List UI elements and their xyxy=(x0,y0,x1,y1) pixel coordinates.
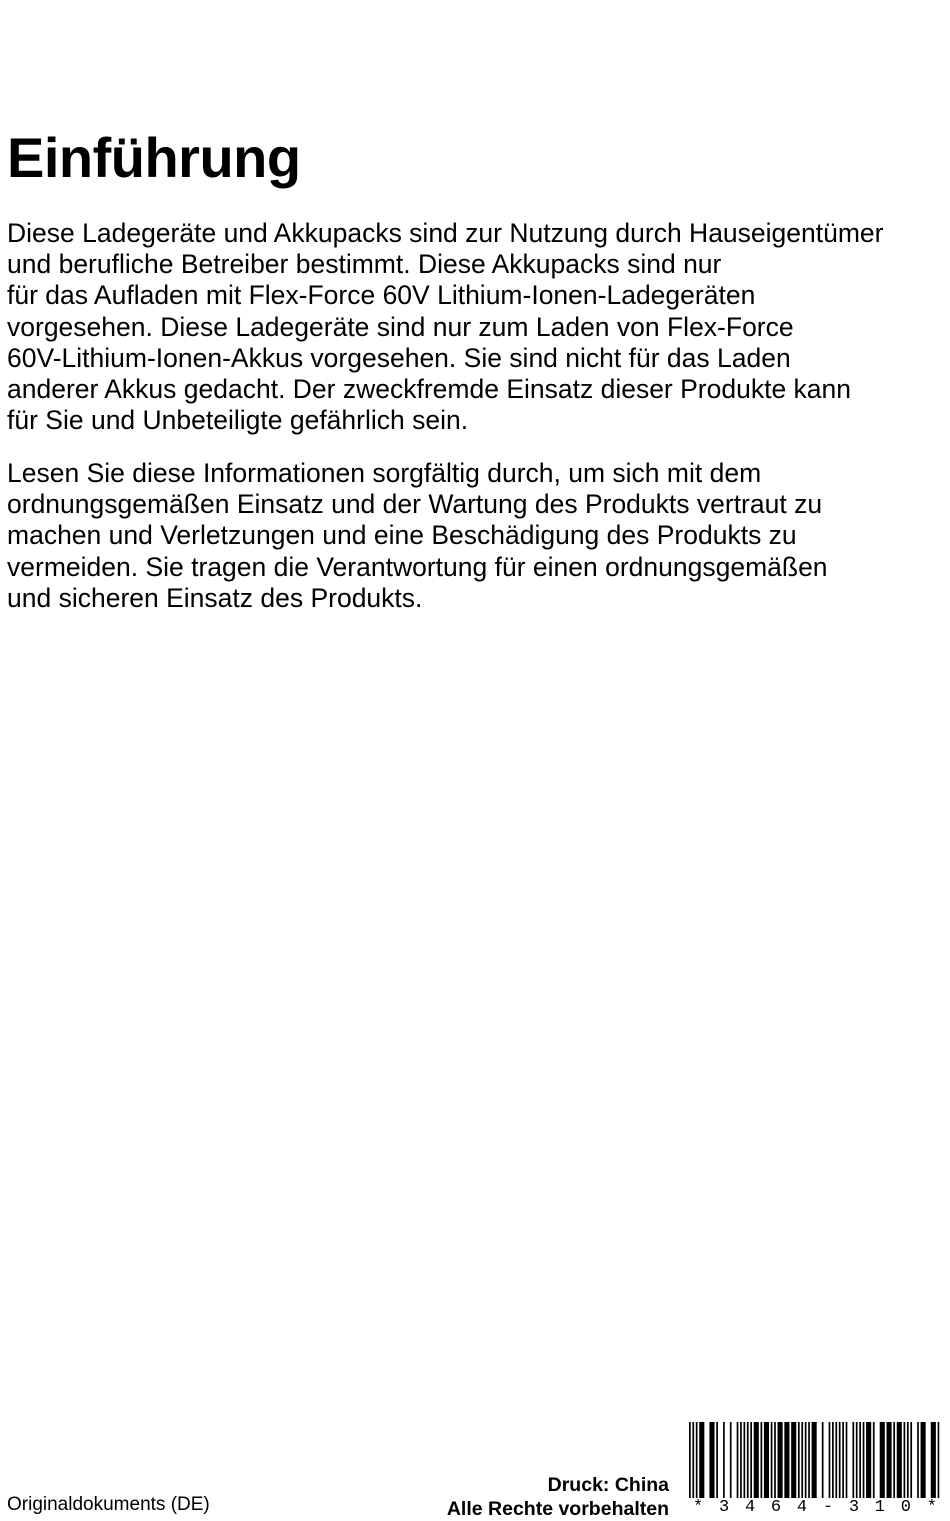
paragraph-line: 60V-Lithium-Ionen-Akkus vorgesehen. Sie sind nicht für das Laden xyxy=(7,342,791,373)
barcode-bar xyxy=(829,1422,831,1498)
barcode-char: * xyxy=(926,1498,937,1517)
barcode-bar xyxy=(761,1422,763,1498)
paragraph-line: Diese Ladegeräte und Akkupacks sind zur Nutzung durch Hauseigentümer xyxy=(7,218,884,248)
rights-notice: Alle Rechte vorbehalten xyxy=(446,1498,669,1520)
original-docs-note: Originaldokuments (DE) xyxy=(7,1494,210,1515)
barcode-bar xyxy=(887,1422,892,1498)
barcode-bar xyxy=(938,1422,940,1498)
paragraph-line: für Sie und Unbeteiligte gefährlich sein. xyxy=(7,405,469,436)
barcode-bar xyxy=(723,1422,725,1498)
barcode-bar xyxy=(774,1422,776,1498)
barcode-bar xyxy=(863,1422,865,1498)
barcode-bar xyxy=(791,1422,796,1498)
barcode-bar xyxy=(832,1422,834,1498)
barcode-char: - xyxy=(822,1498,834,1517)
paragraph-line: machen und Verletzungen und eine Beschädigung des Produkts zu xyxy=(7,520,797,551)
print-country: Druck: China xyxy=(547,1474,669,1496)
barcode-bar xyxy=(852,1422,854,1498)
barcode-bar xyxy=(880,1422,885,1498)
barcode-bar xyxy=(784,1422,789,1498)
barcode-bar xyxy=(696,1422,698,1498)
barcode-bar xyxy=(921,1422,926,1498)
barcode-bar xyxy=(856,1422,858,1498)
barcode-bar xyxy=(716,1422,718,1498)
barcode-bar xyxy=(778,1422,783,1498)
paragraph-line: Lesen Sie diese Informationen sorgfältig durch, um sich mit dem xyxy=(7,458,762,488)
barcode-bar xyxy=(907,1422,909,1498)
barcode-bar xyxy=(846,1422,848,1498)
print-info xyxy=(447,1473,669,1521)
paragraph-line: ordnungsgemäßen Einsatz und der Wartung des Produkts vertraut zu xyxy=(7,489,823,520)
barcode-text xyxy=(689,1498,941,1518)
barcode-bar xyxy=(771,1422,773,1498)
barcode-bar xyxy=(822,1422,824,1498)
barcode-bar xyxy=(805,1422,807,1498)
barcode-char: 6 xyxy=(770,1498,782,1517)
barcode-bar xyxy=(917,1422,919,1498)
barcode-bar xyxy=(750,1422,752,1498)
barcode-bar xyxy=(689,1422,691,1498)
barcode-bar xyxy=(859,1422,861,1498)
paragraph-line: vorgesehen. Diese Ladegeräte sind nur zum Laden von Flex-Force xyxy=(7,311,794,342)
barcode-char: * xyxy=(693,1498,704,1517)
paragraph-line: und berufliche Betreiber bestimmt. Diese Akkupacks sind nur xyxy=(7,249,722,280)
barcode-bar xyxy=(754,1422,759,1498)
barcode-bar xyxy=(709,1422,714,1498)
barcode-char: 0 xyxy=(900,1498,911,1517)
barcode-char: 4 xyxy=(796,1498,808,1517)
barcode-bar xyxy=(893,1422,895,1498)
paragraph-line: anderer Akkus gedacht. Der zweckfremde Einsatz dieser Produkte kann xyxy=(7,374,852,405)
barcode-char: 3 xyxy=(848,1498,860,1517)
barcode-bar xyxy=(740,1422,742,1498)
barcode-bar xyxy=(904,1422,906,1498)
barcode-char: 3 xyxy=(718,1498,730,1517)
page-title: Einführung xyxy=(7,126,301,189)
intro-paragraph-2 xyxy=(7,458,947,614)
barcode-bar xyxy=(743,1422,745,1498)
barcode-bar xyxy=(808,1422,810,1498)
barcode-bar xyxy=(842,1422,844,1498)
barcode-bar xyxy=(737,1422,739,1498)
intro-paragraph-1 xyxy=(7,218,947,436)
barcode-bars xyxy=(689,1422,941,1498)
barcode-char: 4 xyxy=(744,1498,756,1517)
paragraph-line: für das Aufladen mit Flex-Force 60V Lithium-Ionen-Ladegeräten xyxy=(7,280,756,311)
paragraph-line: und sicheren Einsatz des Produkts. xyxy=(7,582,423,613)
barcode-bar xyxy=(812,1422,817,1498)
barcode-bar xyxy=(910,1422,912,1498)
barcode-bar xyxy=(764,1422,769,1498)
barcode-bar xyxy=(798,1422,800,1498)
barcode-bar xyxy=(747,1422,749,1498)
barcode-bar xyxy=(692,1422,694,1498)
barcode-bar xyxy=(897,1422,902,1498)
barcode-char: 1 xyxy=(874,1498,885,1517)
barcode-bar xyxy=(866,1422,871,1498)
barcode-bar xyxy=(835,1422,837,1498)
barcode-bar xyxy=(699,1422,704,1498)
barcode-bar xyxy=(730,1422,732,1498)
barcode xyxy=(689,1422,941,1518)
barcode-bar xyxy=(873,1422,875,1498)
paragraph-line: vermeiden. Sie tragen die Verantwortung für einen ordnungsgemäßen xyxy=(7,551,828,582)
barcode-bar xyxy=(931,1422,936,1498)
barcode-bar xyxy=(801,1422,803,1498)
barcode-bar xyxy=(839,1422,841,1498)
